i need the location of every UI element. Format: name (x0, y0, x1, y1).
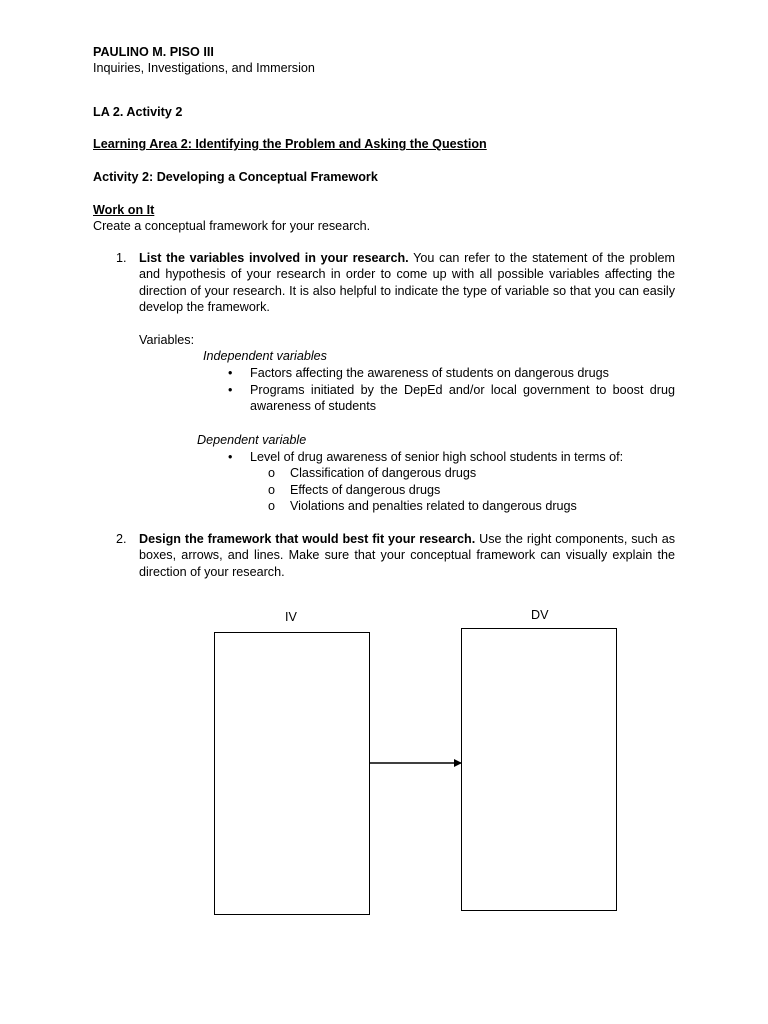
activity-label: LA 2. Activity 2 (93, 105, 183, 119)
sub-bullet-1: o (268, 466, 276, 480)
independent-variable-1: Factors affecting the awareness of students on dangerous drugs (250, 366, 609, 380)
sub-bullet-2: o (268, 483, 276, 497)
item-2-number: 2. (116, 532, 127, 546)
dependent-sub-3: Violations and penalties related to dangerous drugs (290, 499, 577, 513)
dv-label: DV (531, 608, 549, 622)
item-1-lead: List the variables involved in your research. (139, 251, 409, 265)
dependent-sub-1: Classification of dangerous drugs (290, 466, 477, 480)
dependent-variable-heading: Dependent variable (197, 433, 307, 447)
course-title: Inquiries, Investigations, and Immersion (93, 61, 315, 75)
work-on-it-heading: Work on It (93, 203, 155, 217)
item-1-number: 1. (116, 251, 127, 265)
dependent-variable-main: Level of drug awareness of senior high school students in terms of: (250, 450, 624, 464)
sub-bullet-3: o (268, 499, 276, 513)
bullet-2: • (228, 383, 233, 397)
learning-area-heading: Learning Area 2: Identifying the Problem and Asking the Question (93, 137, 487, 151)
independent-variables-heading: Independent variables (203, 349, 327, 363)
author-name: PAULINO M. PISO III (93, 45, 214, 59)
dv-box (462, 629, 617, 911)
variables-label: Variables: (139, 333, 195, 347)
iv-box (215, 633, 370, 915)
iv-label: IV (285, 610, 297, 624)
independent-variable-2: Programs initiated by the DepEd and/or local government to boost drug awareness of students (250, 383, 675, 414)
bullet-1: • (228, 366, 233, 380)
activity-title: Activity 2: Developing a Conceptual Framework (93, 170, 378, 184)
dependent-sub-2: Effects of dangerous drugs (290, 483, 441, 497)
item-2-rest: Use the right components, such as boxes, arrows, and lines. Make sure that your conceptual framework can visually explain the direction of your research. (139, 532, 676, 579)
work-on-it-instruction: Create a conceptual framework for your research. (93, 219, 371, 233)
item-2-lead: Design the framework that would best fit your research. (139, 532, 476, 546)
item-1-rest: You can refer to the statement of the problem and hypothesis of your research in order to come up with all possible variables affecting the direction of your research. It is also helpful to indicate the type of variable so that you can easily develop the framework. (139, 251, 675, 315)
bullet-3: • (228, 450, 233, 464)
